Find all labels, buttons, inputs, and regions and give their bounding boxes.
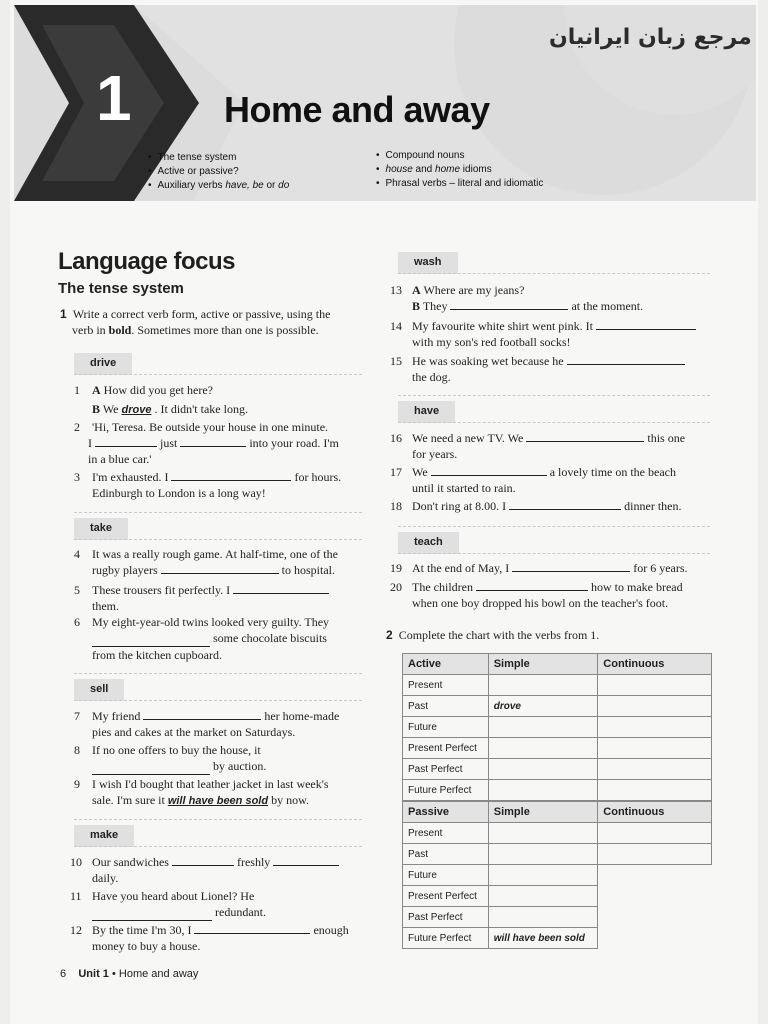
chart-header-cell: Passive (403, 802, 489, 823)
item-number: 10 (70, 855, 82, 869)
tense-cell: Past Perfect (403, 907, 489, 928)
answer-cell[interactable] (488, 717, 598, 738)
item-text: We need a new TV. We (412, 431, 524, 445)
divider (74, 700, 362, 701)
answer-cell[interactable] (488, 675, 598, 696)
item-text: at the moment. (571, 299, 644, 313)
chart-row (403, 717, 712, 738)
chart-header-cell: Simple (488, 802, 598, 823)
item-number: 11 (70, 889, 82, 903)
question-14 (390, 318, 720, 350)
chart-row (403, 696, 712, 717)
speaker: B (412, 299, 421, 313)
divider (398, 395, 710, 396)
item-text: At the end of May, I (412, 561, 510, 575)
topic-text-italic: home (435, 164, 461, 175)
item-text: in a blue car.' (88, 452, 152, 466)
topic-item: • The tense system (148, 151, 289, 165)
answer-blank[interactable] (172, 865, 234, 866)
item-number: 6 (74, 615, 80, 629)
item-text: My eight-year-old twins looked very guilty. They (92, 615, 330, 629)
example-answer: will have been sold (167, 795, 269, 807)
tense-cell: Present (403, 675, 489, 696)
verb-label-take: take (74, 518, 128, 540)
topic-text-italic: do (278, 180, 290, 191)
chart-row (403, 865, 712, 886)
item-text: They (422, 299, 448, 313)
tense-cell: Present (403, 823, 489, 844)
item-number: 7 (74, 709, 80, 723)
topic-text-italic: house (385, 164, 413, 175)
item-text: just (160, 436, 178, 450)
item-number: 17 (390, 465, 402, 479)
answer-blank[interactable] (509, 509, 621, 510)
passive-tense-chart (402, 801, 712, 949)
footer-title: Home and away (118, 968, 199, 980)
topic-text: and (412, 164, 436, 175)
answer-blank[interactable] (143, 719, 261, 720)
question-8 (74, 742, 364, 775)
instruction-text: . Sometimes more than one is possible. (131, 323, 319, 337)
item-text: My favourite white shirt went pink. It (412, 319, 593, 333)
answer-cell[interactable] (598, 759, 712, 780)
topic-item (376, 163, 543, 177)
answer-blank[interactable] (273, 865, 339, 866)
chart-row (403, 928, 712, 949)
answer-cell[interactable] (488, 907, 598, 928)
topic-item: • Phrasal verbs – literal and idiomatic (376, 177, 543, 191)
question-4 (74, 546, 364, 578)
item-text: I (88, 436, 92, 450)
item-text: My friend (92, 709, 141, 723)
section-subtitle: The tense system (58, 280, 184, 297)
item-text: by now. (271, 793, 309, 807)
chart-row (403, 759, 712, 780)
answer-blank[interactable] (450, 309, 568, 310)
answer-blank[interactable] (431, 475, 547, 476)
item-text: a lovely time on the beach (549, 465, 676, 479)
item-text: I'm exhausted. I (92, 470, 169, 484)
item-text: I wish I'd bought that leather jacket in last week's (92, 777, 329, 791)
item-text: The children (412, 580, 473, 594)
speaker: A (92, 383, 101, 397)
item-text: with my son's red football socks! (412, 335, 571, 349)
item-text: freshly (236, 855, 271, 869)
empty-cell (598, 886, 712, 907)
answer-cell[interactable] (598, 823, 712, 844)
item-text: Edinburgh to London is a long way! (92, 486, 266, 500)
answer-blank[interactable] (171, 480, 291, 481)
item-number: 8 (74, 743, 80, 757)
answer-blank[interactable] (180, 446, 246, 447)
answer-blank[interactable] (161, 573, 279, 574)
answer-cell[interactable] (598, 844, 712, 865)
answer-blank[interactable] (95, 446, 157, 447)
item-text: How did you get here? (103, 383, 213, 397)
answer-blank[interactable] (476, 590, 588, 591)
item-number: 1 (74, 383, 80, 397)
instruction-text: Write a correct verb form, active or passive, using the (72, 307, 331, 321)
answer-cell[interactable] (598, 696, 712, 717)
answer-cell[interactable] (598, 738, 712, 759)
question-13 (390, 282, 720, 314)
exercise-number: 2 (386, 628, 393, 642)
empty-cell (598, 907, 712, 928)
divider (398, 526, 710, 527)
answer-cell[interactable] (488, 886, 598, 907)
answer-blank[interactable] (233, 593, 329, 594)
item-text: sale. I'm sure it (92, 793, 165, 807)
item-text: pies and cakes at the market on Saturdays. (92, 725, 296, 739)
unit-title: Home and away (224, 89, 490, 130)
divider (398, 553, 710, 554)
footer-separator: • (111, 968, 116, 980)
answer-cell[interactable] (488, 780, 598, 801)
answer-blank[interactable] (596, 329, 696, 330)
tense-cell: Present Perfect (403, 886, 489, 907)
item-number: 2 (74, 420, 80, 434)
item-text: her home-made (264, 709, 340, 723)
item-number: 3 (74, 470, 80, 484)
item-text: By the time I'm 30, I (92, 923, 192, 937)
question-2 (74, 419, 364, 467)
question-3 (74, 469, 364, 501)
answer-blank[interactable] (526, 441, 644, 442)
question-16 (390, 430, 720, 462)
exercise-number: 1 (60, 307, 67, 321)
answer-blank[interactable] (92, 758, 210, 775)
topics-list-left (148, 151, 289, 193)
verb-label-drive: drive (74, 353, 132, 375)
question-19 (390, 560, 720, 576)
item-text: this one (647, 431, 686, 445)
divider (74, 846, 362, 847)
answer-cell[interactable] (488, 738, 598, 759)
item-number: 5 (74, 583, 80, 597)
question-9 (74, 776, 364, 809)
tense-cell: Future Perfect (403, 780, 489, 801)
verb-label-teach: teach (398, 532, 459, 554)
chart-header-cell: Continuous (598, 654, 712, 675)
chart-row (403, 886, 712, 907)
item-text: We (102, 402, 119, 416)
chart-header-cell: Active (403, 654, 489, 675)
item-text: until it started to rain. (412, 481, 516, 495)
chart-row (403, 675, 712, 696)
section-title: Language focus (58, 248, 236, 275)
page-number: 6 (60, 968, 67, 980)
page-footer (60, 968, 198, 980)
chart-header-row (403, 654, 712, 675)
empty-cell (598, 865, 712, 886)
tense-cell: Future Perfect (403, 928, 489, 949)
item-text: It was a really rough game. At half-time, one of the (92, 547, 338, 561)
active-tense-chart (402, 653, 712, 801)
item-text: Have you heard about Lionel? He (92, 889, 255, 903)
item-number: 12 (70, 923, 82, 937)
tense-cell: Past (403, 844, 489, 865)
footer-unit: Unit 1 (78, 968, 109, 980)
verb-label-have: have (398, 401, 455, 423)
item-text: some chocolate biscuits (213, 631, 327, 645)
item-text: how to make bread (590, 580, 683, 594)
item-text: These trousers fit perfectly. I (92, 583, 231, 597)
item-text: for years. (412, 447, 458, 461)
chart-header-row (403, 802, 712, 823)
item-number: 15 (390, 354, 402, 368)
instruction-text: verb in (72, 323, 109, 337)
exercise-2-instruction (386, 627, 716, 643)
topic-item: • Compound nouns (376, 149, 543, 163)
item-text: dinner then. (624, 499, 682, 513)
item-number: 14 (390, 319, 402, 333)
verb-label-sell: sell (74, 679, 124, 701)
answer-cell[interactable] (488, 844, 598, 865)
item-text: by auction. (213, 759, 267, 773)
topic-item: • Active or passive? (148, 165, 289, 179)
item-text: the dog. (412, 370, 451, 384)
unit-number: 1 (96, 62, 130, 134)
item-text: into your road. I'm (249, 436, 339, 450)
item-text: 'Hi, Teresa. Be outside your house in one minute. (92, 420, 329, 434)
item-text: . It didn't take long. (154, 402, 248, 416)
topic-text: or (263, 180, 279, 191)
empty-cell (598, 928, 712, 949)
answer-cell[interactable] (598, 717, 712, 738)
item-number: 9 (74, 777, 80, 791)
question-1b (92, 401, 248, 418)
example-answer-cell: will have been sold (488, 928, 598, 949)
question-6 (74, 614, 364, 663)
item-text: If no one offers to buy the house, it (92, 743, 261, 757)
item-text: redundant. (215, 905, 266, 919)
divider (398, 422, 710, 423)
item-text: for hours. (294, 470, 342, 484)
question-1a (74, 382, 213, 398)
question-10 (70, 854, 370, 886)
divider (74, 673, 362, 674)
tense-cell: Past Perfect (403, 759, 489, 780)
question-15 (390, 353, 720, 385)
divider (74, 374, 362, 375)
item-text: to hospital. (281, 563, 335, 577)
speaker: A (412, 283, 421, 297)
chart-row (403, 907, 712, 928)
chart-row (403, 823, 712, 844)
item-text: We (412, 465, 428, 479)
answer-cell[interactable] (598, 780, 712, 801)
item-number: 19 (390, 561, 402, 575)
item-text: He was soaking wet because he (412, 354, 564, 368)
example-answer: drove (121, 404, 152, 416)
tense-cell: Future (403, 865, 489, 886)
item-text: for 6 years. (633, 561, 688, 575)
tense-cell: Present Perfect (403, 738, 489, 759)
item-text: them. (92, 599, 119, 613)
publisher-logo: مرجع زبان ایرانیان (549, 25, 752, 50)
item-number: 4 (74, 547, 80, 561)
topic-text-italic: have, be (225, 180, 264, 191)
question-18 (390, 498, 720, 514)
question-12 (70, 922, 370, 954)
tense-cell: Future (403, 717, 489, 738)
chart-header-cell: Continuous (598, 802, 712, 823)
chart-row (403, 844, 712, 865)
answer-blank[interactable] (567, 364, 685, 365)
verb-label-make: make (74, 825, 134, 847)
answer-cell[interactable] (488, 823, 598, 844)
item-text: when one boy dropped his bowl on the teacher's foot. (412, 596, 669, 610)
answer-blank[interactable] (512, 571, 630, 572)
question-17 (390, 464, 720, 496)
divider (74, 512, 362, 513)
tense-cell: Past (403, 696, 489, 717)
item-number: 13 (390, 283, 402, 297)
item-text: daily. (92, 871, 119, 885)
item-text: from the kitchen cupboard. (92, 648, 222, 662)
topics-list-right (376, 149, 543, 191)
topic-text: idioms (460, 164, 492, 175)
divider (74, 819, 362, 820)
answer-cell[interactable] (488, 865, 598, 886)
answer-blank[interactable] (194, 933, 310, 934)
topic-text: Auxiliary verbs (157, 180, 226, 191)
item-text: Our sandwiches (92, 855, 169, 869)
exercise-1-instruction (60, 306, 360, 338)
verb-label-wash: wash (398, 252, 458, 274)
question-11 (70, 888, 370, 921)
chart-row (403, 738, 712, 759)
answer-cell[interactable] (488, 759, 598, 780)
example-answer-cell: drove (488, 696, 598, 717)
chart-header-cell: Simple (488, 654, 598, 675)
divider (398, 273, 710, 274)
question-20 (390, 579, 720, 611)
divider (74, 539, 362, 540)
topic-item (148, 179, 289, 193)
answer-cell[interactable] (598, 675, 712, 696)
instruction-bold: bold (108, 323, 132, 337)
item-text: Where are my jeans? (423, 283, 525, 297)
item-number: 20 (390, 580, 402, 594)
item-number: 18 (390, 499, 402, 513)
item-text: money to buy a house. (92, 939, 201, 953)
item-text: rugby players (92, 563, 158, 577)
question-5 (74, 582, 364, 614)
instruction-text: Complete the chart with the verbs from 1. (398, 628, 600, 642)
question-7 (74, 708, 364, 740)
chart-row (403, 780, 712, 801)
speaker: B (92, 402, 101, 416)
answer-blank[interactable] (92, 630, 210, 647)
item-text: enough (313, 923, 349, 937)
item-number: 16 (390, 431, 402, 445)
answer-blank[interactable] (92, 904, 212, 921)
item-text: Don't ring at 8.00. I (412, 499, 507, 513)
